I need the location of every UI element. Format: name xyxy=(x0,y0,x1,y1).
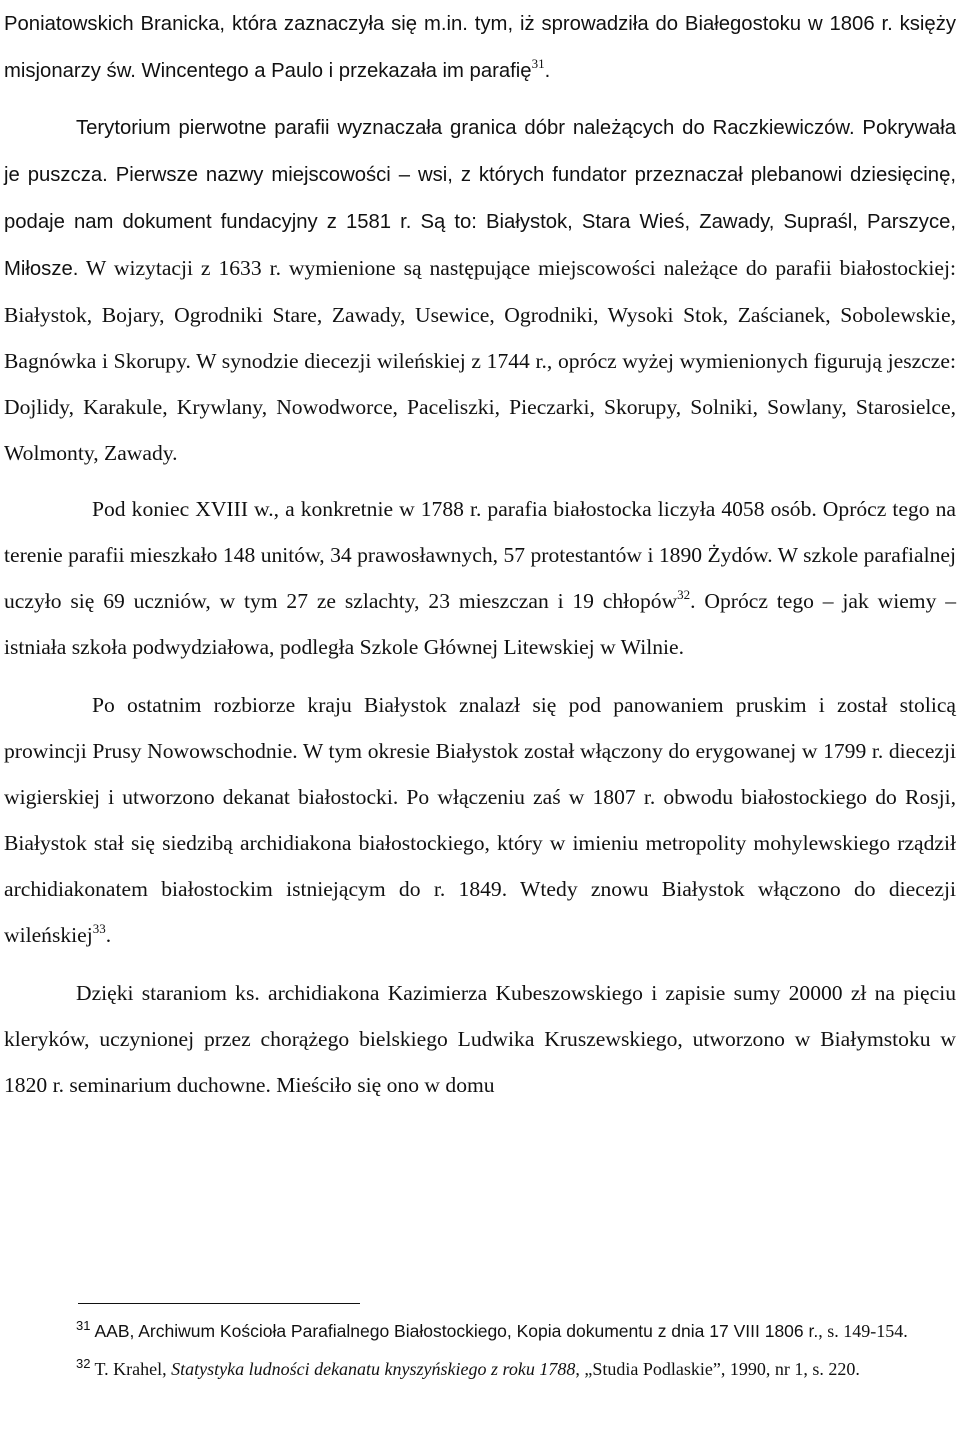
footnote-ref-33[interactable]: 33 xyxy=(92,921,106,936)
paragraph-4-text: Po ostatnim rozbiorze kraju Białystok znalazł się pod panowaniem pruskim i został stolicą prowincji Prusy Nowowschodnie. W tym okresie Białystok został włączony do erygowanej w 1799 r. diecezji wigierskiej i utworzono dekanat białostocki. Po włączeniu zaś w 1807 r. obwodu białostockiego do Rosji, Białystok stał się siedzibą archidiakona białostockiego, który w imieniu metropolity mohylewskiego rządził archidiakonatem białostockim istniejącym do r. 1849. Wtedy znowu Białystok włączono do diecezji wileńskiej xyxy=(4,693,956,947)
paragraph-2-part-a: Terytorium pierwotne parafii wyznaczała granica dóbr należących do Raczkiewiczów. Pokrywała je puszcza. xyxy=(4,117,956,186)
paragraph-2 xyxy=(4,104,956,476)
footnote-32-number: 32 xyxy=(76,1356,91,1371)
paragraph-2-part-d: W synodzie diecezji wileńskiej z 1744 r. xyxy=(190,349,547,373)
footnote-ref-32[interactable]: 32 xyxy=(677,587,691,602)
paragraph-3 xyxy=(4,486,956,670)
paragraph-5-text: Dzięki staraniom ks. archidiakona Kazimierza Kubeszowskiego i zapisie sumy 20000 zł na pięciu kleryków, uczynionej przez chorążego bielskiego Ludwika Kruszewskiego, utworzono w Białymstoku w 1820 r. seminarium duchowne. Mieściło się ono w domu xyxy=(4,981,956,1097)
paragraph-3-end: . Oprócz tego – jak wiemy – istniała szkoła podwydziałowa, podległa Szkole Głównej Litewskiej w Wilnie. xyxy=(4,589,956,659)
footnote-32-rest: , „Studia Podlaskie”, 1990, nr 1, s. 220. xyxy=(575,1359,860,1379)
paragraph-3-text: Pod koniec XVIII w., a konkretnie w 1788 r. parafia białostocka liczyła 4058 osób. Oprócz tego na terenie parafii mieszkało 148 unitów, 34 prawosławnych, 57 protestantów i 1890 Żydów. W szkole parafialnej uczyło się 69 uczniów, w tym 27 ze szlachty, 23 mieszczan i 19 chłopów xyxy=(4,497,956,613)
document-page xyxy=(4,0,956,1108)
footnote-32-author: T. Krahel, xyxy=(94,1359,172,1379)
footnote-32 xyxy=(4,1356,956,1383)
paragraph-5 xyxy=(4,970,956,1108)
paragraph-4-end: . xyxy=(105,923,112,947)
footnote-31-number: 31 xyxy=(76,1318,91,1333)
paragraph-2-part-b: Pierwsze nazwy miejscowości – wsi, z których fundator przeznaczał plebanowi dziesięcinę, podaje nam dokument fundacyjny z 1581 r. Są to: Białystok, Stara Wieś, Zawady, Supraśl, Parszyce, Miłosze. xyxy=(4,164,956,280)
footnotes xyxy=(4,1318,956,1383)
footnote-32-title: Statystyka ludności dekanatu knyszyńskiego z roku 1788 xyxy=(171,1359,576,1379)
paragraph-1-end: . xyxy=(544,60,551,82)
footnote-31 xyxy=(4,1318,956,1345)
footnote-31-pages: , s. 149-154. xyxy=(818,1321,908,1341)
paragraph-2-part-e: , oprócz wyżej wymienionych figurują jeszcze: Dojlidy, Karakule, Krywlany, Nowodworce, Paceliszki, Pieczarki, Skorupy, Solniki, Sowlany, Starosielce, Wolmonty, Zawady. xyxy=(4,349,956,465)
paragraph-1-text: Poniatowskich Branicka, która zaznaczyła się m.in. tym, iż sprowadziła do Białegostoku w 1806 r. księży misjonarzy św. Wincentego a Paulo i przekazała im parafię xyxy=(4,13,956,82)
paragraph-2-part-c: W wizytacji z 1633 r. wymienione są następujące miejscowości należące do parafii białostockiej: Białystok, Bojary, Ogrodniki Stare, Zawady, Usewice, Ogrodniki, Wysoki Stok, Zaścianek, Sobolewskie, Bagnówka i Skorupy. xyxy=(4,256,956,373)
footnote-separator xyxy=(78,1303,360,1304)
footnote-ref-31[interactable]: 31 xyxy=(531,56,545,71)
paragraph-1 xyxy=(4,0,956,94)
paragraph-4 xyxy=(4,682,956,958)
footnote-31-text: AAB, Archiwum Kościoła Parafialnego Białostockiego, Kopia dokumentu z dnia 17 VIII 1806 r. xyxy=(94,1321,819,1341)
